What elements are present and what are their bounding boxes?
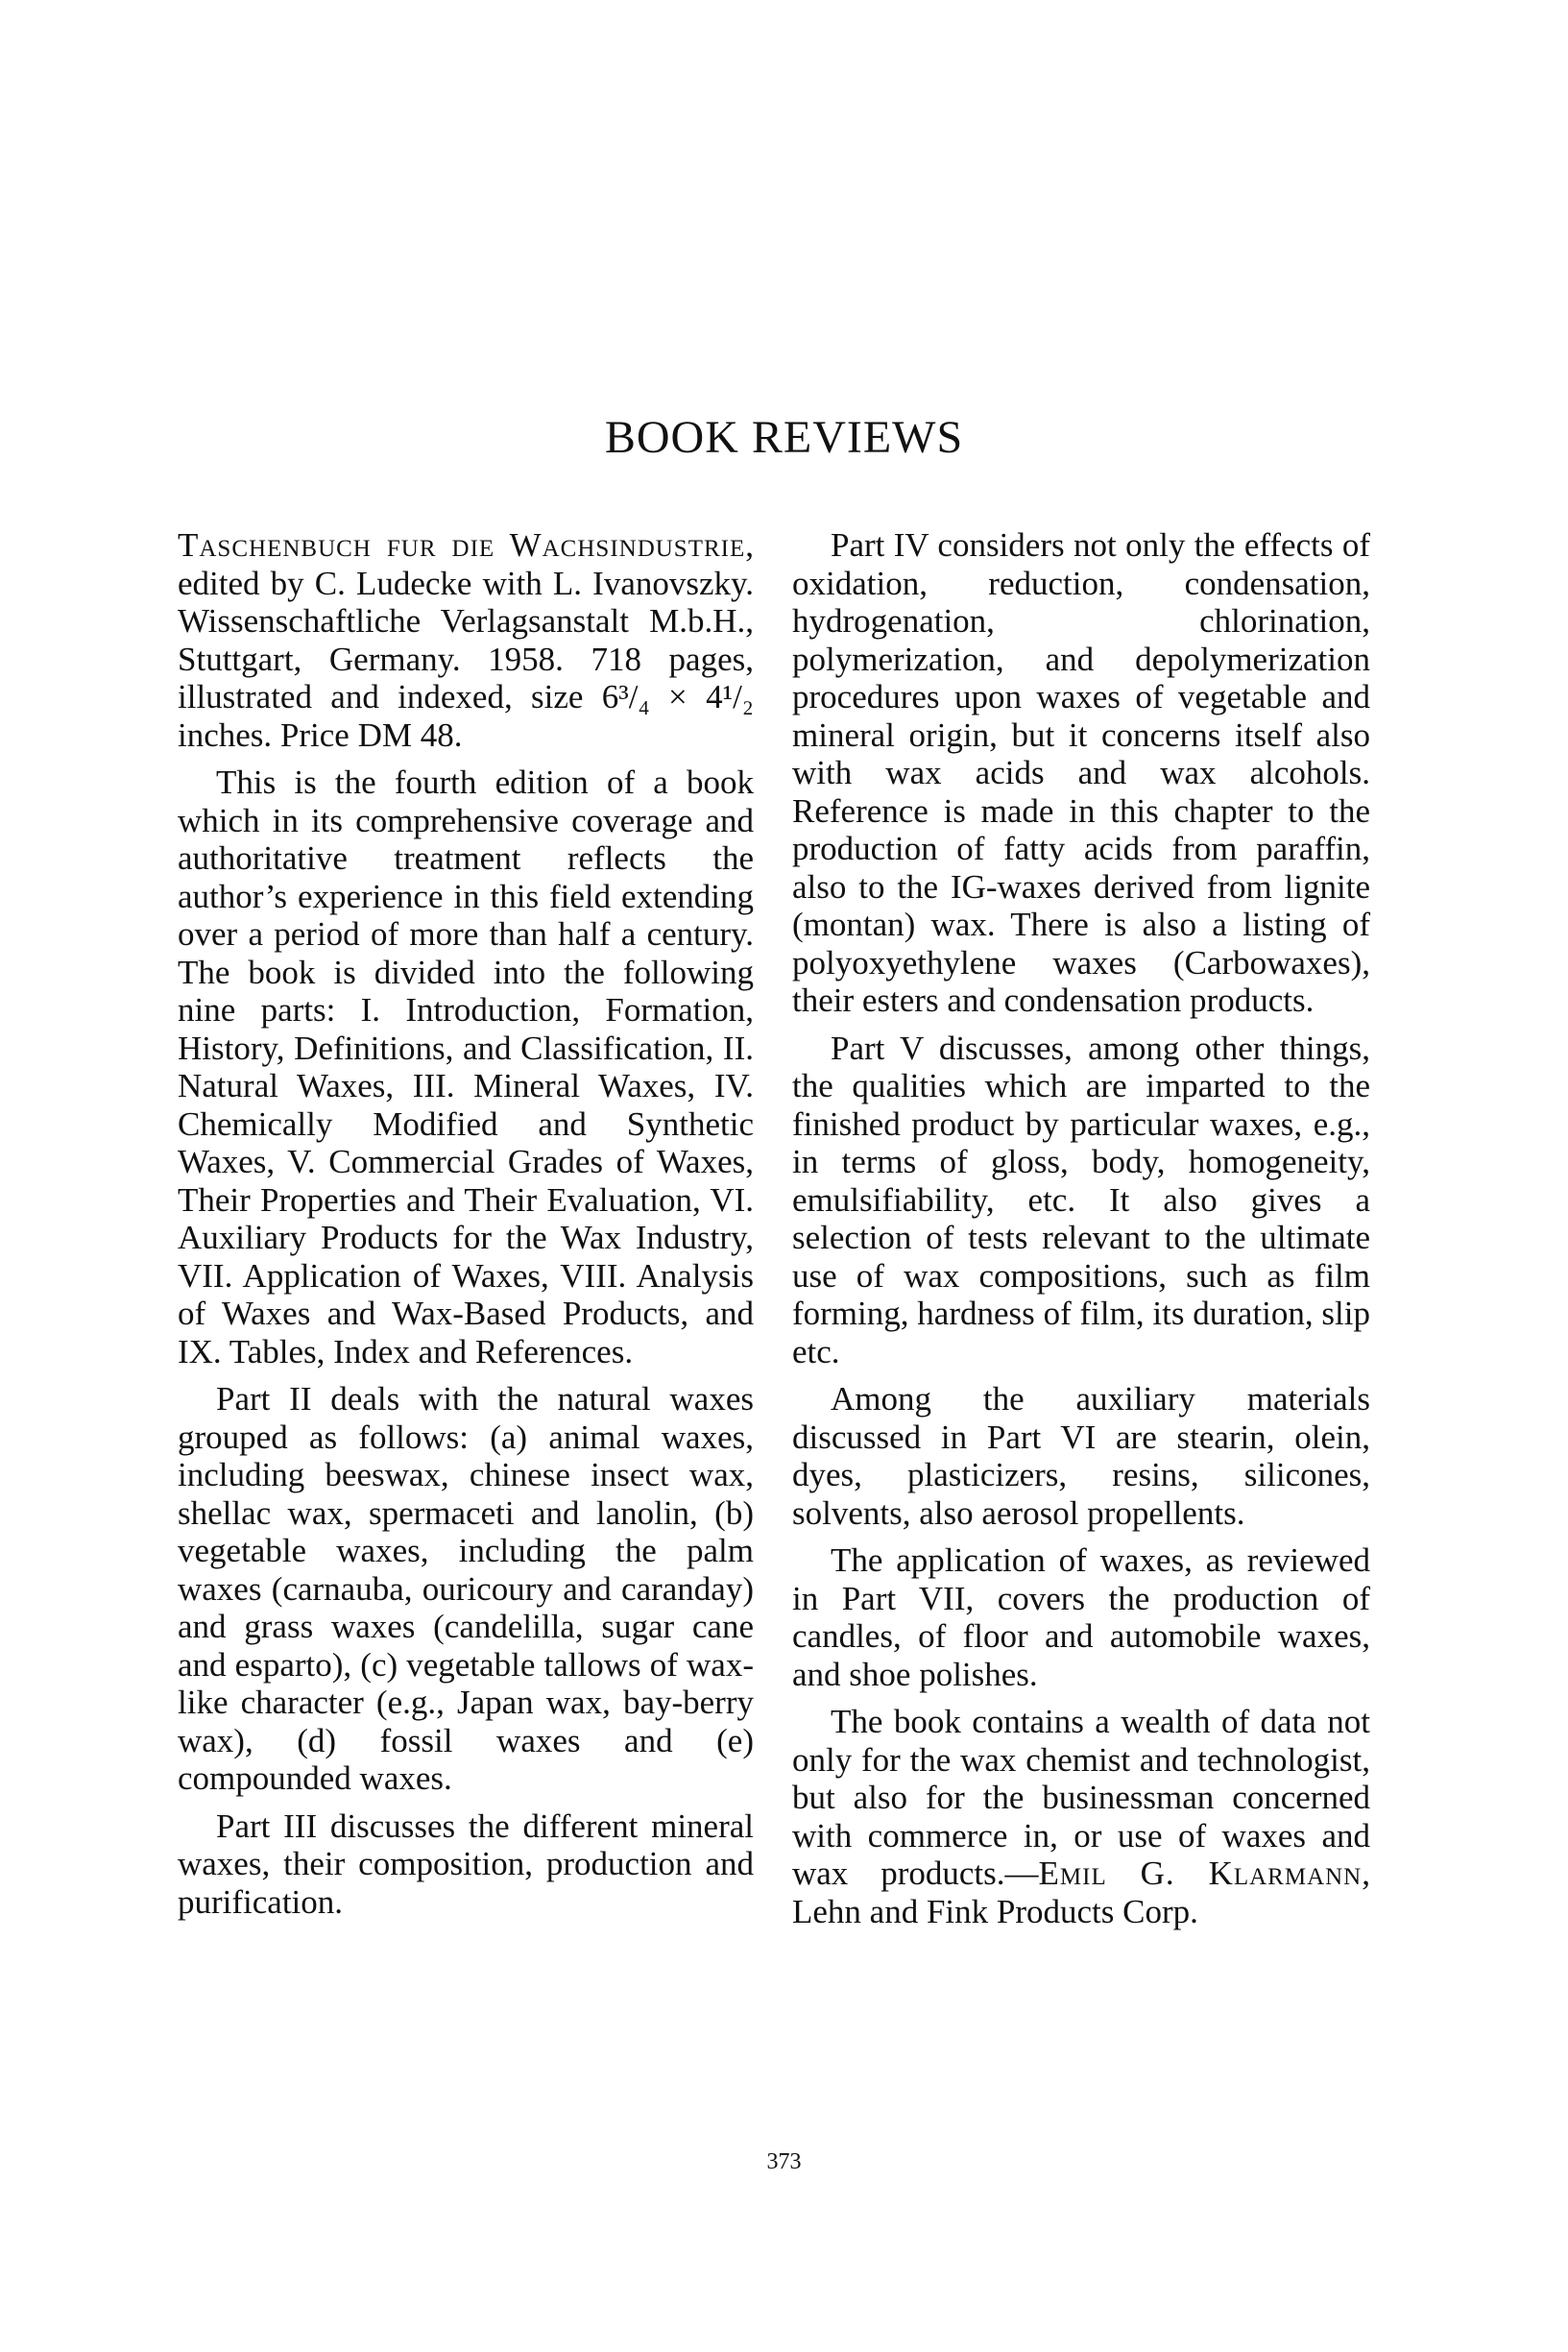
reviewer-affiliation: , Lehn and Fink Products Corp. (792, 1855, 1370, 1930)
left-column (178, 526, 754, 1930)
book-citation (178, 526, 754, 754)
right-column (792, 526, 1370, 1940)
page-number: 373 (766, 2149, 802, 2174)
paragraph-part-3: Part III discusses the different mineral waxes, their composition, production and purification. (178, 1806, 754, 1921)
page-title: BOOK REVIEWS (604, 412, 964, 463)
paragraph-overview: This is the fourth edition of a book which in its comprehensive coverage and authoritative treatment reflects the author’s experience in this field extending over a period of more than half a century. The book is divided into the following nine parts: I. Introduction, Formation, History, Definitions, and Classification, II. Natural Waxes, III. Mineral Waxes, IV. Chemically Modified and Synthetic Waxes, V. Commercial Grades of Waxes, Their Properties and Their Evaluation, VI. Auxiliary Products for the Wax Industry, VII. Application of Waxes, VIII. Analysis of Waxes and Wax-Based Products, and IX. Tables, Index and References. (178, 764, 754, 1370)
paragraph-part-7: The application of waxes, as reviewed in Part VII, covers the production of candles, of floor and automobile waxes, and shoe polishes. (792, 1541, 1370, 1693)
citation-details: , edited by C. Ludecke with L. Ivanovszky. Wissenschaftliche Verlagsanstalt M.b.H., Stuttgart, Germany. 1958. 718 pages, illustrated and indexed, size 6³/₄ × 4¹/₂ inches. Price DM 48. (178, 526, 754, 754)
paragraph-part-6: Among the auxiliary materials discussed in Part VI are stearin, olein, dyes, plasticizers, resins, silicones, solvents, also aerosol propellents. (792, 1380, 1370, 1532)
paragraph-part-4: Part IV considers not only the effects of oxidation, reduction, condensation, hydrogenation, chlorination, polymerization, and depolymerization procedures upon waxes of vegetable and mineral origin, but it concerns itself also with wax acids and wax alcohols. Reference is made in this chapter to the production of fatty acids from paraffin, also to the IG-waxes derived from lignite (montan) wax. There is also a listing of polyoxyethylene waxes (Carbowaxes), their esters and condensation products. (792, 526, 1370, 1019)
book-title: Taschenbuch fur die Wachsindustrie (178, 526, 746, 564)
paragraph-closing (792, 1703, 1370, 1930)
paragraph-part-5: Part V discusses, among other things, the qualities which are imparted to the finished product by particular waxes, e.g., in terms of gloss, body, homogeneity, emulsifiability, etc. It also gives a selection of tests relevant to the ultimate use of wax compositions, such as film forming, hardness of film, its duration, slip etc. (792, 1029, 1370, 1370)
closing-text: The book contains a wealth of data not only for the wax chemist and technologist, but also for the businessman concerned with commerce in, or use of waxes and wax products.— (792, 1703, 1370, 1892)
reviewer-name: Emil G. Klarmann (1038, 1855, 1363, 1892)
paragraph-part-2: Part II deals with the natural waxes grouped as follows: (a) animal waxes, including beeswax, chinese insect wax, shellac wax, spermaceti and lanolin, (b) vegetable waxes, including the palm waxes (carnauba, ouricoury and caranday) and grass waxes (candelilla, sugar cane and esparto), (c) vegetable tallows of wax-like character (e.g., Japan wax, bay-berry wax), (d) fossil waxes and (e) compounded waxes. (178, 1380, 754, 1797)
